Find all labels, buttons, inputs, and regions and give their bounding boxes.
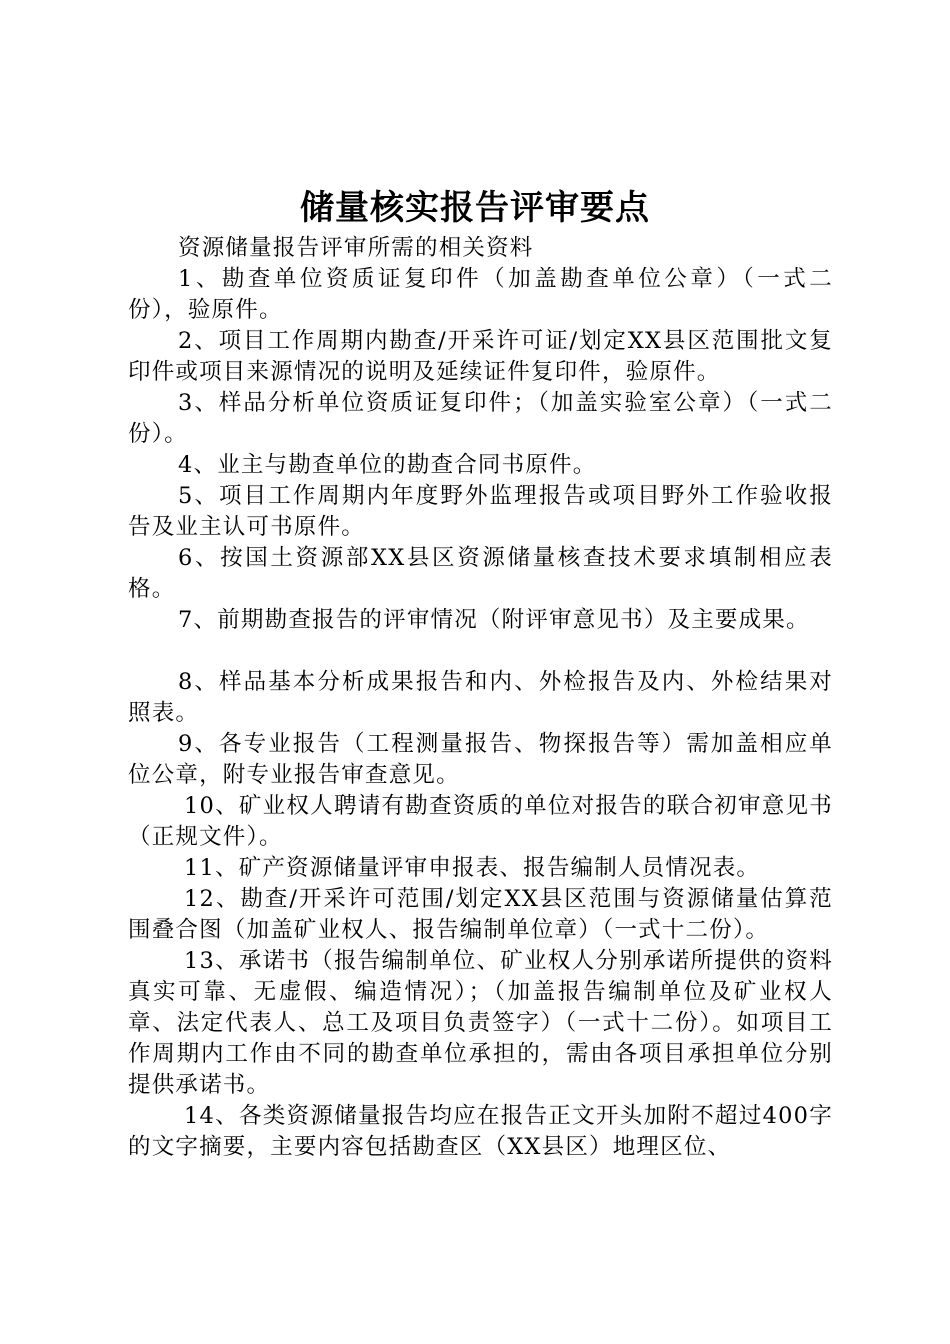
item-4: 4、业主与勘查单位的勘查合同书原件。	[178, 452, 597, 478]
item-13: 13、承诺书（报告编制单位、矿业权人分别承诺所提供的资料真实可靠、无虚假、编造情况）；（加盖报告编制单位及矿业权人章、法定代表人、总工及项目负责签字）（一式十二份）。如项目工作周期内工作由不同的勘查单位承担的，需由各项目承担单位分别提供承诺书。	[128, 948, 833, 1098]
item-5: 5、项目工作周期内年度野外监理报告或项目野外工作验收报告及业主认可书原件。	[128, 483, 833, 540]
item-14: 14、各类资源储量报告均应在报告正文开头加附不超过400字的文字摘要，主要内容包括勘查区（XX县区）地理区位、	[128, 1103, 833, 1160]
item-10: 10、矿业权人聘请有勘查资质的单位对报告的联合初审意见书（正规文件）。	[128, 793, 833, 850]
intro-paragraph: 资源储量报告评审所需的相关资料	[178, 235, 534, 261]
item-8: 8、样品基本分析成果报告和内、外检报告及内、外检结果对照表。	[128, 669, 833, 726]
item-3: 3、样品分析单位资质证复印件；（加盖实验室公章）（一式二份）。	[128, 390, 833, 447]
blank-line	[128, 636, 833, 667]
item-11: 11、矿产资源储量评审申报表、报告编制人员情况表。	[184, 855, 761, 881]
item-6: 6、按国土资源部XX县区资源储量核查技术要求填制相应表格。	[128, 545, 833, 602]
item-1: 1、勘查单位资质证复印件（加盖勘查单位公章）（一式二份），验原件。	[128, 266, 833, 323]
document-title: 储量核实报告评审要点	[300, 188, 650, 228]
item-2: 2、项目工作周期内勘查/开采许可证/划定XX县区范围批文复印件或项目来源情况的说明及延续证件复印件，验原件。	[128, 328, 833, 385]
item-9: 9、各专业报告（工程测量报告、物探报告等）需加盖相应单位公章，附专业报告审查意见。	[128, 731, 833, 788]
item-7: 7、前期勘查报告的评审情况（附评审意见书）及主要成果。	[178, 607, 810, 633]
document-body	[128, 233, 833, 1163]
item-12: 12、勘查/开采许可范围/划定XX县区范围与资源储量估算范围叠合图（加盖矿业权人、报告编制单位章）（一式十二份）。	[128, 886, 833, 943]
